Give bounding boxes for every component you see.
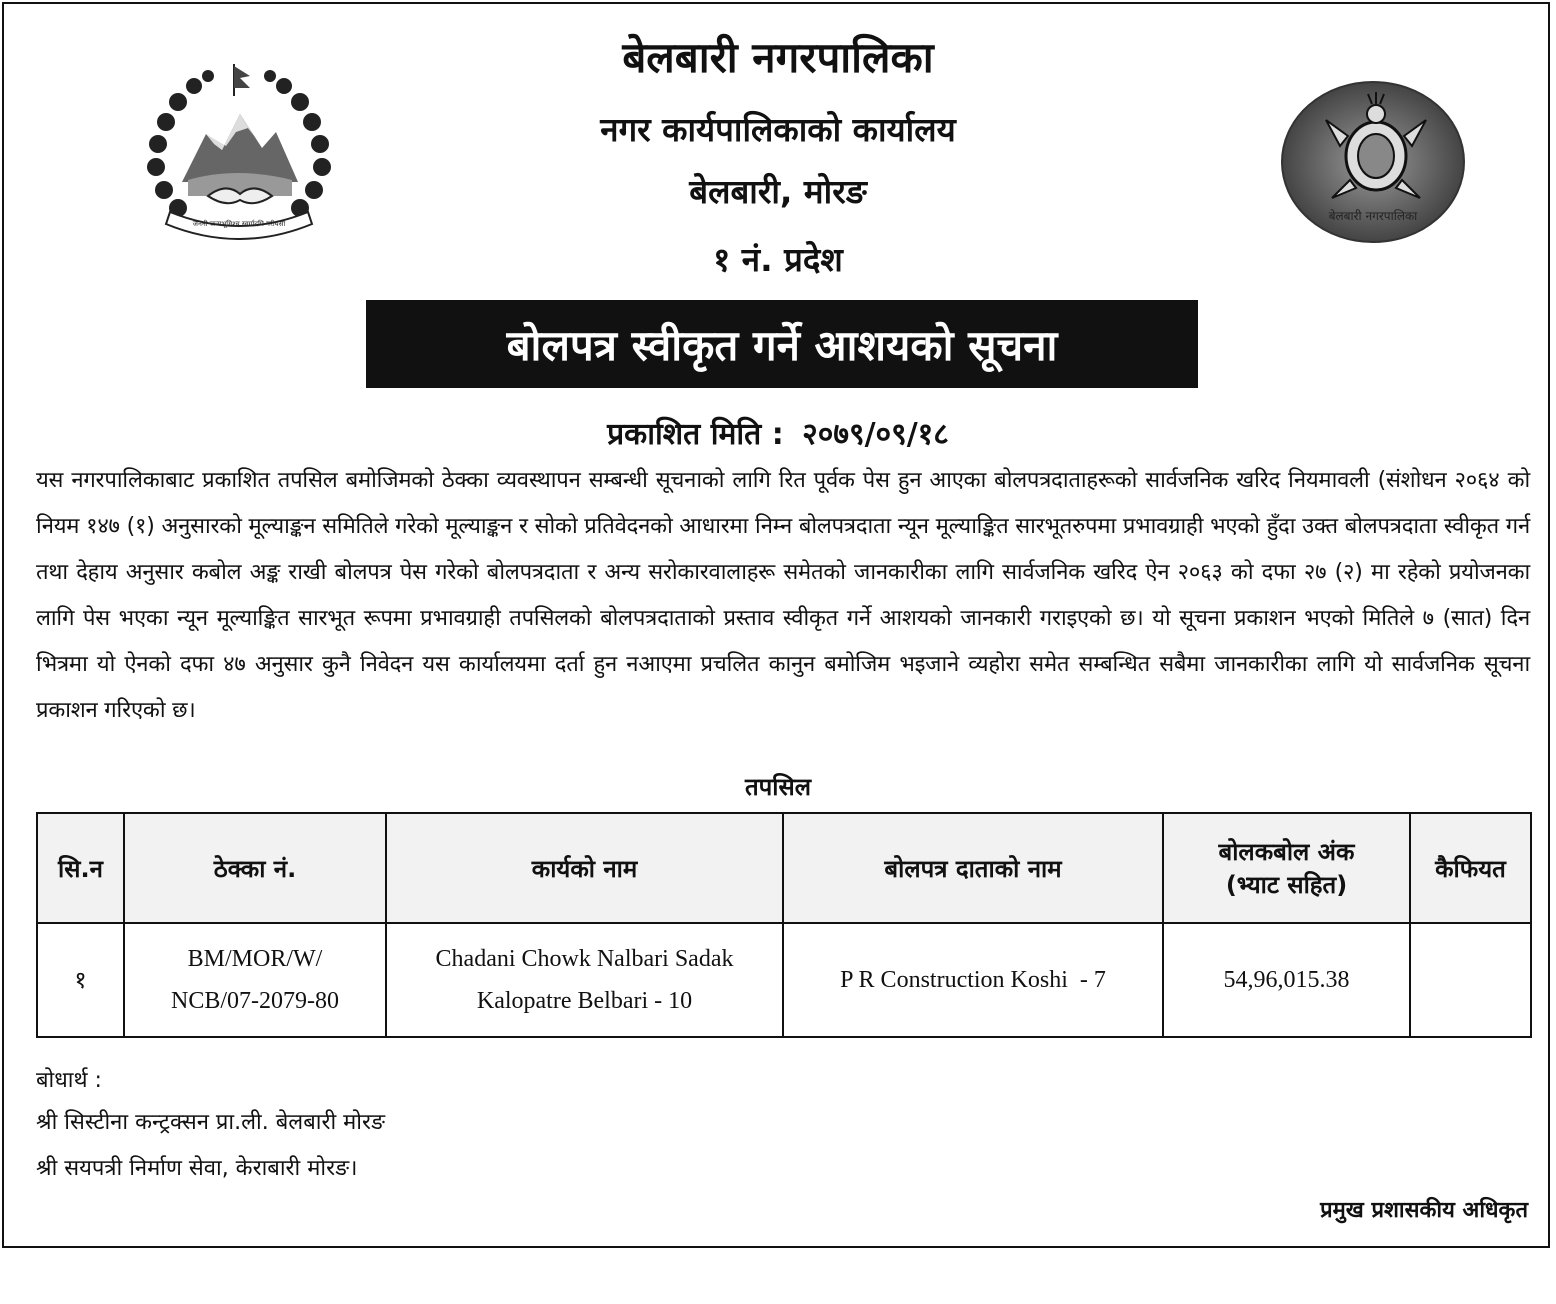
table-header-row [37, 813, 1531, 923]
cell-contract-no [124, 923, 386, 1037]
header-bid-amount-line1: बोलकबोल अंक [1218, 838, 1355, 866]
cell-bid-amount: 54,96,015.38 [1163, 923, 1410, 1037]
published-date: २०७९/०९/१८ [802, 417, 949, 452]
emblem-motto: जननी जन्मभूमिश्च स्वर्गादपि गरीयसी [192, 220, 286, 228]
cell-sn: १ [37, 923, 124, 1037]
header-bidder-name: बोलपत्र दाताको नाम [783, 813, 1163, 923]
published-date-line [0, 412, 1556, 453]
nepal-government-emblem-icon [136, 62, 342, 240]
header-remarks: कैफियत [1410, 813, 1531, 923]
seal-text: बेलबारी नगरपालिका [1328, 209, 1418, 223]
header-bid-amount [1163, 813, 1410, 923]
cell-bidder-name: P R Construction Koshi - 7 [783, 923, 1163, 1037]
signatory-title: प्रमुख प्रशासकीय अधिकृत [1320, 1198, 1528, 1223]
office-location: बेलबारी, मोरङ [689, 172, 867, 211]
published-label: प्रकाशित मिति : [607, 417, 784, 452]
schedule-caption: तपसिल [744, 773, 812, 801]
office-name: नगर कार्यपालिकाको कार्यालय [600, 110, 956, 149]
header-work-name: कार्यको नाम [386, 813, 783, 923]
municipality-name: बेलबारी नगरपालिका [622, 33, 934, 82]
contract-no-line2: NCB/07-2079-80 [171, 988, 339, 1014]
belbari-municipality-seal-icon [1280, 80, 1466, 244]
header-sn: सि.न [37, 813, 124, 923]
contract-no-line1: BM/MOR/W/ [187, 946, 323, 972]
cc-item: श्री सयपत्री निर्माण सेवा, केराबारी मोरङ। [36, 1156, 358, 1181]
header-bid-amount-line2: (भ्याट सहित) [1225, 871, 1348, 899]
table-row [37, 923, 1531, 1037]
notice-body: यस नगरपालिकाबाट प्रकाशित तपसिल बमोजिमको ठेक्का व्यवस्थापन सम्बन्धी सूचनाको लागि रित पूर्वक पेस हुन आएका बोलपत्रदाताहरूको सार्वजनिक खरिद नियमावली (संशोधन २०६४ को नियम १४७ (१) अनुसारको मूल्याङ्कन समितिले गरेको मूल्याङ्कन र सोको प्रतिवेदनको आधारमा निम्न बोलपत्रदाता न्यून मूल्याङ्कित सारभूतरुपमा प्रभावग्राही भएको हुँदा उक्त बोलपत्रदाता स्वीकृत गर्न तथा देहाय अनुसार कबोल अङ्क राखी बोलपत्र पेस गरेको बोलपत्रदाता र अन्य सरोकारवालाहरू समेतको जानकारीका लागि सार्वजनिक खरिद ऐन २०६३ को दफा २७ (२) मा रहेको प्रयोजनका लागि पेस भएका न्यून मूल्याङ्कित सारभूत रूपमा प्रभावग्राही तपसिलको बोलपत्रदाताको प्रस्ताव स्वीकृत गर्ने आशयको जानकारी गराइएको छ। यो सूचना प्रकाशन भएको मितिले ७ (सात) दिन भित्रमा यो ऐनको दफा ४७ अनुसार कुनै निवेदन यस कार्यालयमा दर्ता हुन नआएमा प्रचलित कानुन बमोजिम भइजाने व्यहोरा समेत सम्बन्धित सबैमा जानकारीका लागि यो सार्वजनिक सूचना प्रकाशन गरिएको छ। [36, 468, 1530, 723]
work-name-line1: Chadani Chowk Nalbari Sadak [435, 946, 734, 972]
cc-item: श्री सिस्टीना कन्ट्रक्सन प्रा.ली. बेलबारी मोरङ [36, 1110, 386, 1135]
work-name-line2: Kalopatre Belbari - 10 [476, 988, 693, 1014]
schedule-table [36, 812, 1532, 1038]
cell-work-name [386, 923, 783, 1037]
province-name: १ नं. प्रदेश [713, 240, 843, 279]
cell-remarks [1410, 923, 1531, 1037]
header-contract-no: ठेक्का नं. [124, 813, 386, 923]
notice-title: बोलपत्र स्वीकृत गर्ने आशयको सूचना [366, 300, 1198, 388]
cc-label: बोधार्थ : [36, 1068, 102, 1093]
